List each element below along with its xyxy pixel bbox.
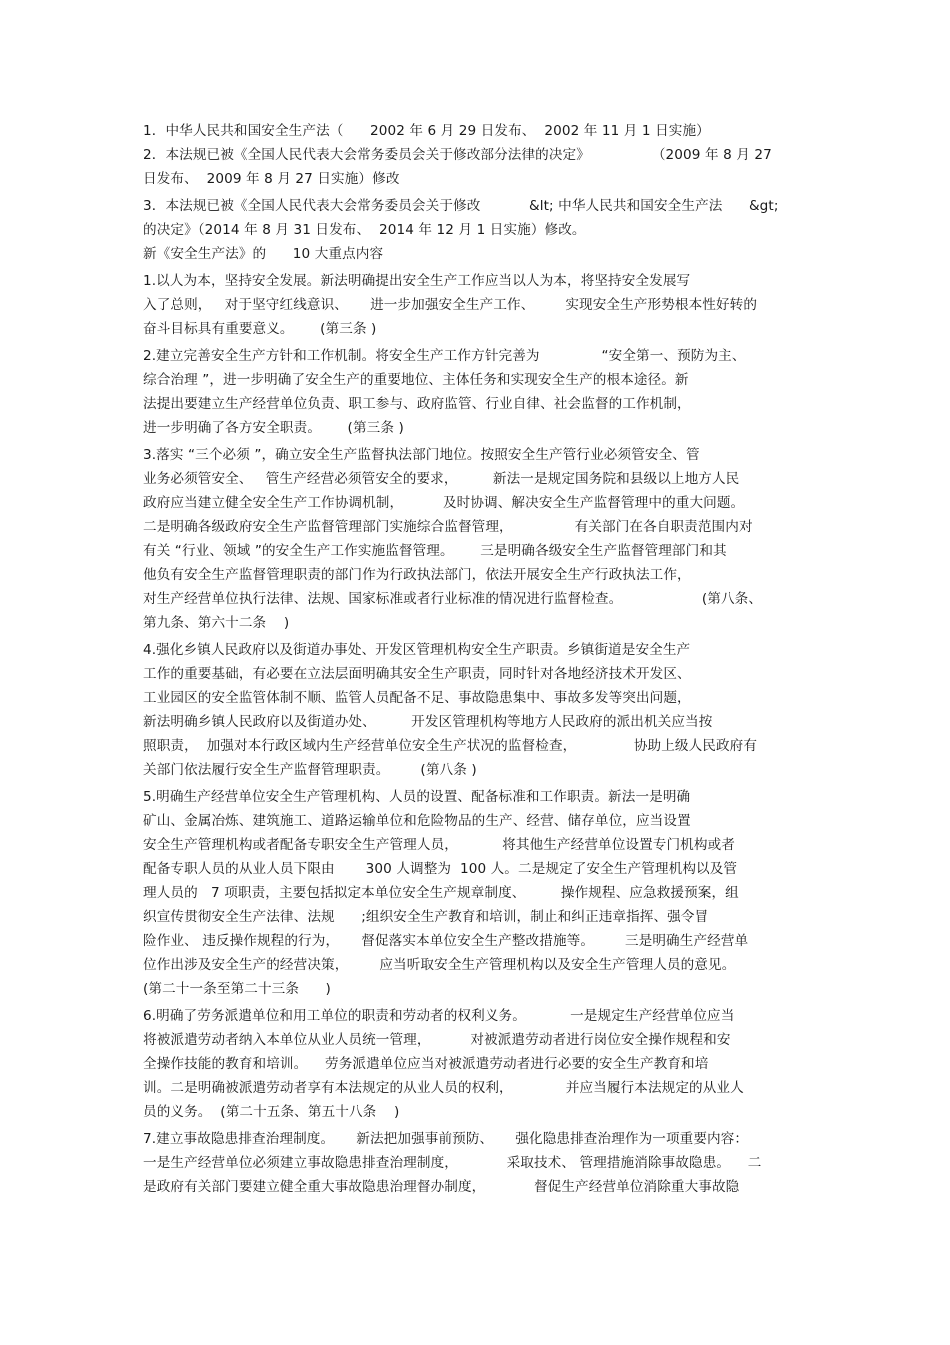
text-line: 业务必须管安全、 管生产经营必须管安全的要求， 新法一是规定国务院和县级以上地方人民 [143, 471, 740, 487]
text-line: 7.建立事故隐患排查治理制度。 新法把加强事前预防、 强化隐患排查治理作为一项重要内容： [143, 1131, 749, 1147]
text-line: 位作出涉及安全生产的经营决策， 应当听取安全生产管理机构以及安全生产管理人员的意见。 [143, 957, 736, 973]
paragraph-3 [143, 194, 815, 266]
text-line: 他负有安全生产监督管理职责的部门作为行政执法部门，依法开展安全生产行政执法工作， [143, 567, 691, 583]
document-body [143, 119, 815, 1199]
text-line: 训。二是明确被派遣劳动者享有本法规定的从业人员的权利， 并应当履行本法规定的从业人 [143, 1080, 744, 1096]
text-line: 有关 “行业、领域 ”的安全生产工作实施监督管理。 三是明确各级安全生产监督管理部门和其 [143, 543, 727, 559]
text-line: 3.落实 “三个必须 ”，确立安全生产监督执法部门地位。按照安全生产管行业必须管安全、管 [143, 447, 700, 463]
text-line: 是政府有关部门要建立健全重大事故隐患治理督办制度， 督促生产经营单位消除重大事故隐 [143, 1179, 740, 1195]
text-line: 一是生产经营单位必须建立事故隐患排查治理制度， 采取技术、 管理措施消除事故隐患。 二 [143, 1155, 762, 1171]
text-line: 综合治理 ”，进一步明确了安全生产的重要地位、主体任务和实现安全生产的根本途径。新 [143, 372, 689, 388]
text-line: 日发布、 2009 年 8 月 27 日实施）修改 [143, 171, 400, 187]
paragraph-2 [143, 143, 815, 191]
text-line: 1．中华人民共和国安全生产法（ 2002 年 6 月 29 日发布、 2002 年 11 月 1 日实施） [143, 123, 710, 139]
text-line: 1.以人为本，坚持安全发展。新法明确提出安全生产工作应当以人为本，将坚持安全发展写 [143, 273, 691, 289]
text-line: 照职责， 加强对本行政区域内生产经营单位安全生产状况的监督检查， 协助上级人民政府有 [143, 738, 758, 754]
text-line: 4.强化乡镇人民政府以及街道办事处、开发区管理机构安全生产职责。乡镇街道是安全生产 [143, 642, 691, 658]
paragraph-1 [143, 119, 815, 143]
point-5 [143, 785, 815, 1001]
text-line: 配备专职人员的从业人员下限由 300 人调整为 100 人。二是规定了安全生产管理机构以及管 [143, 861, 738, 877]
text-line: 对生产经营单位执行法律、法规、国家标准或者行业标准的情况进行监督检查。 (第八条、 [143, 591, 763, 607]
text-line: 法提出要建立生产经营单位负责、职工参与、政府监管、行业自律、社会监督的工作机制， [143, 396, 691, 412]
point-7 [143, 1127, 815, 1199]
text-line: 2．本法规已被《全国人民代表大会常务委员会关于修改部分法律的决定》 （2009 年 8 月 27 [143, 147, 772, 163]
text-line: 新法明确乡镇人民政府以及街道办处、 开发区管理机构等地方人民政府的派出机关应当按 [143, 714, 713, 730]
text-line: 进一步明确了各方安全职责。 (第三条 ) [143, 420, 404, 436]
text-line: 政府应当建立健全安全生产工作协调机制， 及时协调、解决安全生产监督管理中的重大问题。 [143, 495, 745, 511]
text-line: 3．本法规已被《全国人民代表大会常务委员会关于修改 &lt; 中华人民共和国安全生产法 &gt; [143, 198, 779, 214]
point-6 [143, 1004, 815, 1124]
text-line: 全操作技能的教育和培训。 劳务派遣单位应当对被派遣劳动者进行必要的安全生产教育和培 [143, 1056, 709, 1072]
point-2 [143, 344, 815, 440]
text-line: 工业园区的安全监管体制不顺、监管人员配备不足、事故隐患集中、事故多发等突出问题， [143, 690, 691, 706]
text-line: 关部门依法履行安全生产监督管理职责。 (第八条 ) [143, 762, 477, 778]
text-line: 工作的重要基础，有必要在立法层面明确其安全生产职责，同时针对各地经济技术开发区、 [143, 666, 691, 682]
text-line: 奋斗目标具有重要意义。 (第三条 ) [143, 321, 377, 337]
text-line: (第二十一条至第二十三条 ) [143, 981, 331, 997]
text-line: 员的义务。 (第二十五条、第五十八条 ) [143, 1104, 400, 1120]
text-line: 入了总则， 对于坚守红线意识、 进一步加强安全生产工作、 实现安全生产形势根本性好转的 [143, 297, 758, 313]
text-line: 5.明确生产经营单位安全生产管理机构、人员的设置、配备标准和工作职责。新法一是明确 [143, 789, 691, 805]
text-line: 2.建立完善安全生产方针和工作机制。将安全生产工作方针完善为 “安全第一、预防为主、 [143, 348, 746, 364]
point-3 [143, 443, 815, 635]
text-line: 织宣传贯彻安全生产法律、法规 ;组织安全生产教育和培训，制止和纠正违章指挥、强令冒 [143, 909, 709, 925]
text-line: 的决定》（2014 年 8 月 31 日发布、 2014 年 12 月 1 日实施）修改。 [143, 222, 586, 238]
text-line: 险作业、 违反操作规程的行为， 督促落实本单位安全生产整改措施等。 三是明确生产经营单 [143, 933, 749, 949]
text-line: 第九条、第六十二条 ) [143, 615, 290, 631]
text-line: 二是明确各级政府安全生产监督管理部门实施综合监督管理， 有关部门在各自职责范围内对 [143, 519, 753, 535]
point-4 [143, 638, 815, 782]
text-line: 将被派遣劳动者纳入本单位从业人员统一管理， 对被派遣劳动者进行岗位安全操作规程和安 [143, 1032, 731, 1048]
point-1 [143, 269, 815, 341]
text-line: 安全生产管理机构或者配备专职安全生产管理人员， 将其他生产经营单位设置专门机构或者 [143, 837, 735, 853]
section-heading: 新《安全生产法》的 10 大重点内容 [143, 246, 384, 262]
text-line: 矿山、金属冶炼、建筑施工、道路运输单位和危险物品的生产、经营、储存单位，应当设置 [143, 813, 691, 829]
text-line: 6.明确了劳务派遣单位和用工单位的职责和劳动者的权利义务。 一是规定生产经营单位应当 [143, 1008, 735, 1024]
text-line: 理人员的 7 项职责，主要包括拟定本单位安全生产规章制度、 操作规程、应急救援预案，组 [143, 885, 739, 901]
